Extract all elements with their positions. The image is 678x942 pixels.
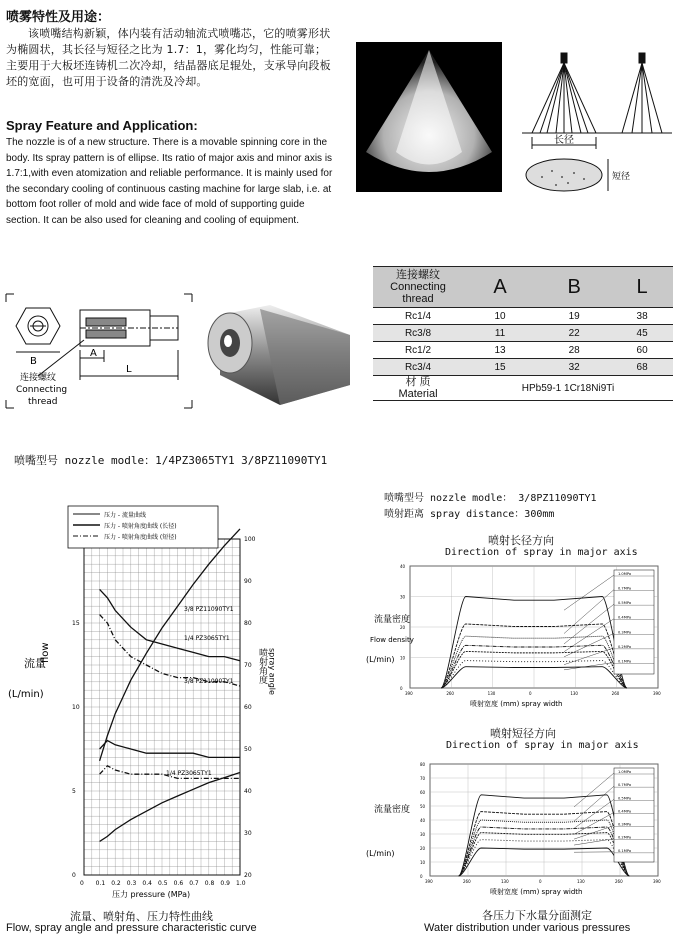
y2-tick-label: 30: [244, 830, 252, 837]
col-a-header: A: [463, 267, 537, 308]
major-axis-title-en: Direction of spray in major axis: [445, 547, 638, 558]
pressure-flow-chart: [0, 503, 275, 903]
dim-b-label: B: [30, 356, 37, 367]
legend-leader: [574, 826, 614, 840]
major-axis-distribution-chart: [360, 560, 678, 710]
y-tick-label: 0: [72, 872, 76, 879]
nozzle-drawing: [4, 290, 194, 415]
long-diameter-label: 长径: [554, 135, 574, 146]
y2-tick-label: 50: [244, 746, 252, 753]
x-tick-label: 130: [487, 691, 496, 696]
y-tick-label: 80: [420, 762, 426, 767]
y-axis-label-cn: 流量: [24, 657, 46, 670]
legend-item: 压力 - 喷射角度曲线 (短径): [104, 534, 177, 541]
cn-description-text: 该喷嘴结构新颖，体内装有活动轴流式喷嘴芯，它的喷雾形状为椭圆状，其长径与短径之比为 1.7：1，雾化均匀，性能可靠；主要用于大板坯连铸机二次冷却，结晶器底足辊处，支承导向段板坯的宽面，也可用于设备的清洗及冷却。: [6, 27, 331, 88]
y-tick-label: 20: [400, 625, 406, 630]
x-tick-label: 390: [425, 879, 433, 884]
a-cell: 13: [463, 342, 537, 359]
x-tick-label: 0: [80, 880, 84, 887]
legend-item: 0.1MPa: [618, 659, 632, 664]
legend-item: 1.0MPa: [618, 770, 632, 774]
x-tick-label: 0.6: [173, 880, 184, 887]
x-tick-label: 0: [539, 879, 542, 884]
x-axis-label: 喷射宽度 (mm) spray width: [490, 888, 583, 896]
y-tick-label: 70: [420, 776, 426, 781]
material-label-en: Material: [398, 388, 438, 400]
legend-leader: [564, 648, 614, 665]
x-tick-label: 130: [501, 879, 509, 884]
y-tick-label: 30: [400, 594, 406, 600]
x-tick-label: 260: [615, 879, 623, 884]
table-row: [373, 359, 673, 376]
left-caption-cn: 流量、喷射角、压力特性曲线: [70, 910, 213, 923]
legend-item: 0.5MPa: [618, 601, 632, 606]
col-b-header: B: [537, 267, 611, 308]
thread-cell: Rc3/8: [373, 325, 463, 342]
y-tick-label: 5: [72, 788, 76, 795]
dim-l-label: L: [126, 364, 132, 375]
x-tick-label: 0.1: [95, 880, 106, 887]
y-axis-label-en: flow: [40, 642, 51, 663]
y2-tick-label: 80: [244, 620, 252, 627]
spec-table: [373, 266, 673, 401]
y-tick-label: 10: [400, 655, 406, 661]
x-tick-label: 0.8: [204, 880, 215, 887]
material-row: [373, 376, 673, 401]
x-tick-label: 130: [577, 879, 585, 884]
b-cell: 22: [537, 325, 611, 342]
x-tick-label: 0.3: [126, 880, 137, 887]
legend-item: 压力 - 喷射角度曲线 (长径): [104, 523, 177, 530]
legend-item: 0.4MPa: [618, 615, 632, 620]
short-diameter-label: 短径: [612, 172, 631, 182]
thread-header-en2: thread: [402, 293, 434, 305]
y-tick-label: 0: [420, 874, 423, 879]
x-tick-label: 0: [529, 691, 532, 696]
x-tick-label: 0.5: [158, 880, 168, 887]
l-cell: 45: [611, 325, 673, 342]
y2-tick-label: 40: [244, 788, 252, 795]
series-annotation: 3/8 PZ11090TY1: [184, 678, 234, 685]
legend-leader: [564, 633, 614, 657]
spray-distance: 喷射距离 spray distance：300mm: [384, 509, 555, 520]
chart-legend: [68, 506, 218, 548]
nozzle-model-line: 喷嘴型号 nozzle modle：1/4PZ3065TY1 3/8PZ11090TY1: [14, 454, 328, 467]
en-description: The nozzle is of a new structure. There is a movable spinning core in the body. Its spray pattern is of ellipse. Its ratio of major axis and minor axis is 1.7:1,with even atomization and reliable performance. It is mainly used for the secondary cooling of continuous casting machine for large slab, i.e. at bottom foot roller of mold and wide face of mold of supporting guide section. It can be also used for cleaning and cooling of equipment.: [6, 137, 333, 226]
legend-item: 0.3MPa: [618, 630, 632, 635]
spray-photo: [356, 42, 502, 192]
x-tick-label: 0.7: [189, 880, 199, 887]
x-tick-label: 1.0: [236, 880, 246, 887]
minor-axis-title-cn: 喷射短径方向: [490, 727, 556, 740]
x-tick-label: 390: [405, 691, 413, 696]
right-caption-en: Water distribution under various pressures: [424, 922, 631, 934]
col-l-header: L: [611, 267, 673, 308]
thread-cell: Rc1/2: [373, 342, 463, 359]
thread-cell: Rc1/4: [373, 308, 463, 325]
x-axis-label: 压力 pressure (MPa): [112, 890, 191, 899]
l-cell: 60: [611, 342, 673, 359]
y2-tick-label: 60: [244, 704, 252, 711]
thread-label-cn: 连接螺纹: [20, 373, 57, 383]
material-label-cn: 材 质: [405, 376, 431, 388]
legend-item: 0.7MPa: [618, 783, 632, 788]
legend-item: 0.4MPa: [618, 809, 632, 814]
y-axis-unit: (L/min): [8, 689, 44, 700]
material-value: HPb59-1 1Cr18Ni9Ti: [463, 376, 673, 401]
legend-item: 0.5MPa: [618, 796, 632, 801]
minor-axis-distribution-chart: [360, 760, 678, 900]
b-cell: 32: [537, 359, 611, 376]
x-tick-label: 260: [446, 691, 454, 696]
series-annotation: 1/4 PZ3065TY1: [166, 770, 212, 777]
legend-leader: [564, 604, 614, 644]
dim-a-label: A: [90, 348, 97, 359]
y-tick-label: 10: [72, 704, 80, 711]
x-tick-label: 130: [570, 691, 578, 696]
thread-label-en2: thread: [28, 397, 58, 407]
l-cell: 38: [611, 308, 673, 325]
y2-tick-label: 70: [244, 662, 252, 669]
y-tick-label: 15: [72, 620, 80, 627]
thread-label-en1: Connecting: [16, 385, 68, 395]
legend-item: 压力 - 流量曲线: [104, 512, 146, 519]
en-section-title: Spray Feature and Application:: [6, 118, 198, 133]
a-cell: 10: [463, 308, 537, 325]
y-tick-label: 40: [420, 818, 426, 823]
cn-section-title: 喷雾特性及用途：: [6, 10, 111, 25]
y2-tick-label: 100: [244, 536, 256, 543]
y-tick-label: 50: [420, 804, 426, 809]
series-annotation: 3/8 PZ11090TY1: [184, 606, 234, 613]
right-caption-cn: 各压力下水量分面测定: [482, 909, 592, 922]
y-axis-label-cn: 流量密度: [374, 615, 411, 625]
l-cell: 68: [611, 359, 673, 376]
x-tick-label: 260: [463, 879, 471, 884]
nozzle-render: [200, 295, 360, 410]
y2-tick-label: 20: [244, 872, 252, 879]
thread-cell: Rc3/4: [373, 359, 463, 376]
legend-item: 1.0MPa: [618, 572, 632, 576]
table-row: [373, 325, 673, 342]
y-tick-label: 0: [400, 686, 403, 691]
series-annotation: 1/4 PZ3065TY1: [184, 635, 230, 642]
table-header-row: [373, 267, 673, 308]
cn-description: [6, 26, 336, 90]
legend-leader: [564, 619, 614, 652]
spray-pattern-diagram: [512, 45, 674, 195]
minor-axis-title-en: Direction of spray in major axis: [446, 740, 639, 751]
y-tick-label: 60: [420, 790, 426, 795]
a-cell: 15: [463, 359, 537, 376]
legend-item: 0.7MPa: [618, 586, 632, 591]
y2-axis-label-cn: 喷射角度: [257, 648, 267, 684]
legend-item: 0.3MPa: [618, 822, 632, 827]
x-tick-label: 0.2: [111, 880, 121, 887]
thread-header-en1: Connecting: [390, 281, 446, 293]
y2-tick-label: 90: [244, 578, 252, 585]
left-caption-en: Flow, spray angle and pressure characteristic curve: [6, 922, 257, 934]
legend-leader: [574, 812, 614, 834]
a-cell: 11: [463, 325, 537, 342]
x-tick-label: 0.4: [142, 880, 152, 887]
table-row: [373, 342, 673, 359]
y-tick-label: 10: [420, 860, 426, 865]
x-tick-label: 0.9: [220, 880, 230, 887]
legend-item: 0.1MPa: [618, 848, 632, 853]
y-tick-label: 20: [420, 846, 426, 851]
table-row: [373, 308, 673, 325]
nozzle-model-right: 喷嘴型号 nozzle modle： 3/8PZ11090TY1: [384, 493, 597, 504]
x-axis-label: 喷射宽度 (mm) spray width: [470, 700, 563, 708]
y2-axis-label-en: spray angle: [267, 648, 277, 695]
x-tick-label: 260: [611, 691, 620, 696]
thread-header-cn: 连接螺纹: [396, 269, 440, 281]
y-axis-label-en: Flow density: [370, 636, 414, 644]
b-cell: 28: [537, 342, 611, 359]
legend-item: 0.2MPa: [618, 644, 632, 649]
y-tick-label: 30: [420, 832, 426, 837]
y-axis-unit: (L/min): [366, 849, 395, 858]
major-axis-title-cn: 喷射长径方向: [488, 534, 554, 547]
legend-item: 0.2MPa: [618, 835, 632, 840]
b-cell: 19: [537, 308, 611, 325]
y-axis-unit: (L/min): [366, 655, 395, 664]
x-tick-label: 390: [653, 879, 661, 884]
y-tick-label: 40: [400, 564, 406, 569]
y-axis-label-cn: 流量密度: [374, 805, 411, 815]
x-tick-label: 390: [653, 691, 661, 696]
